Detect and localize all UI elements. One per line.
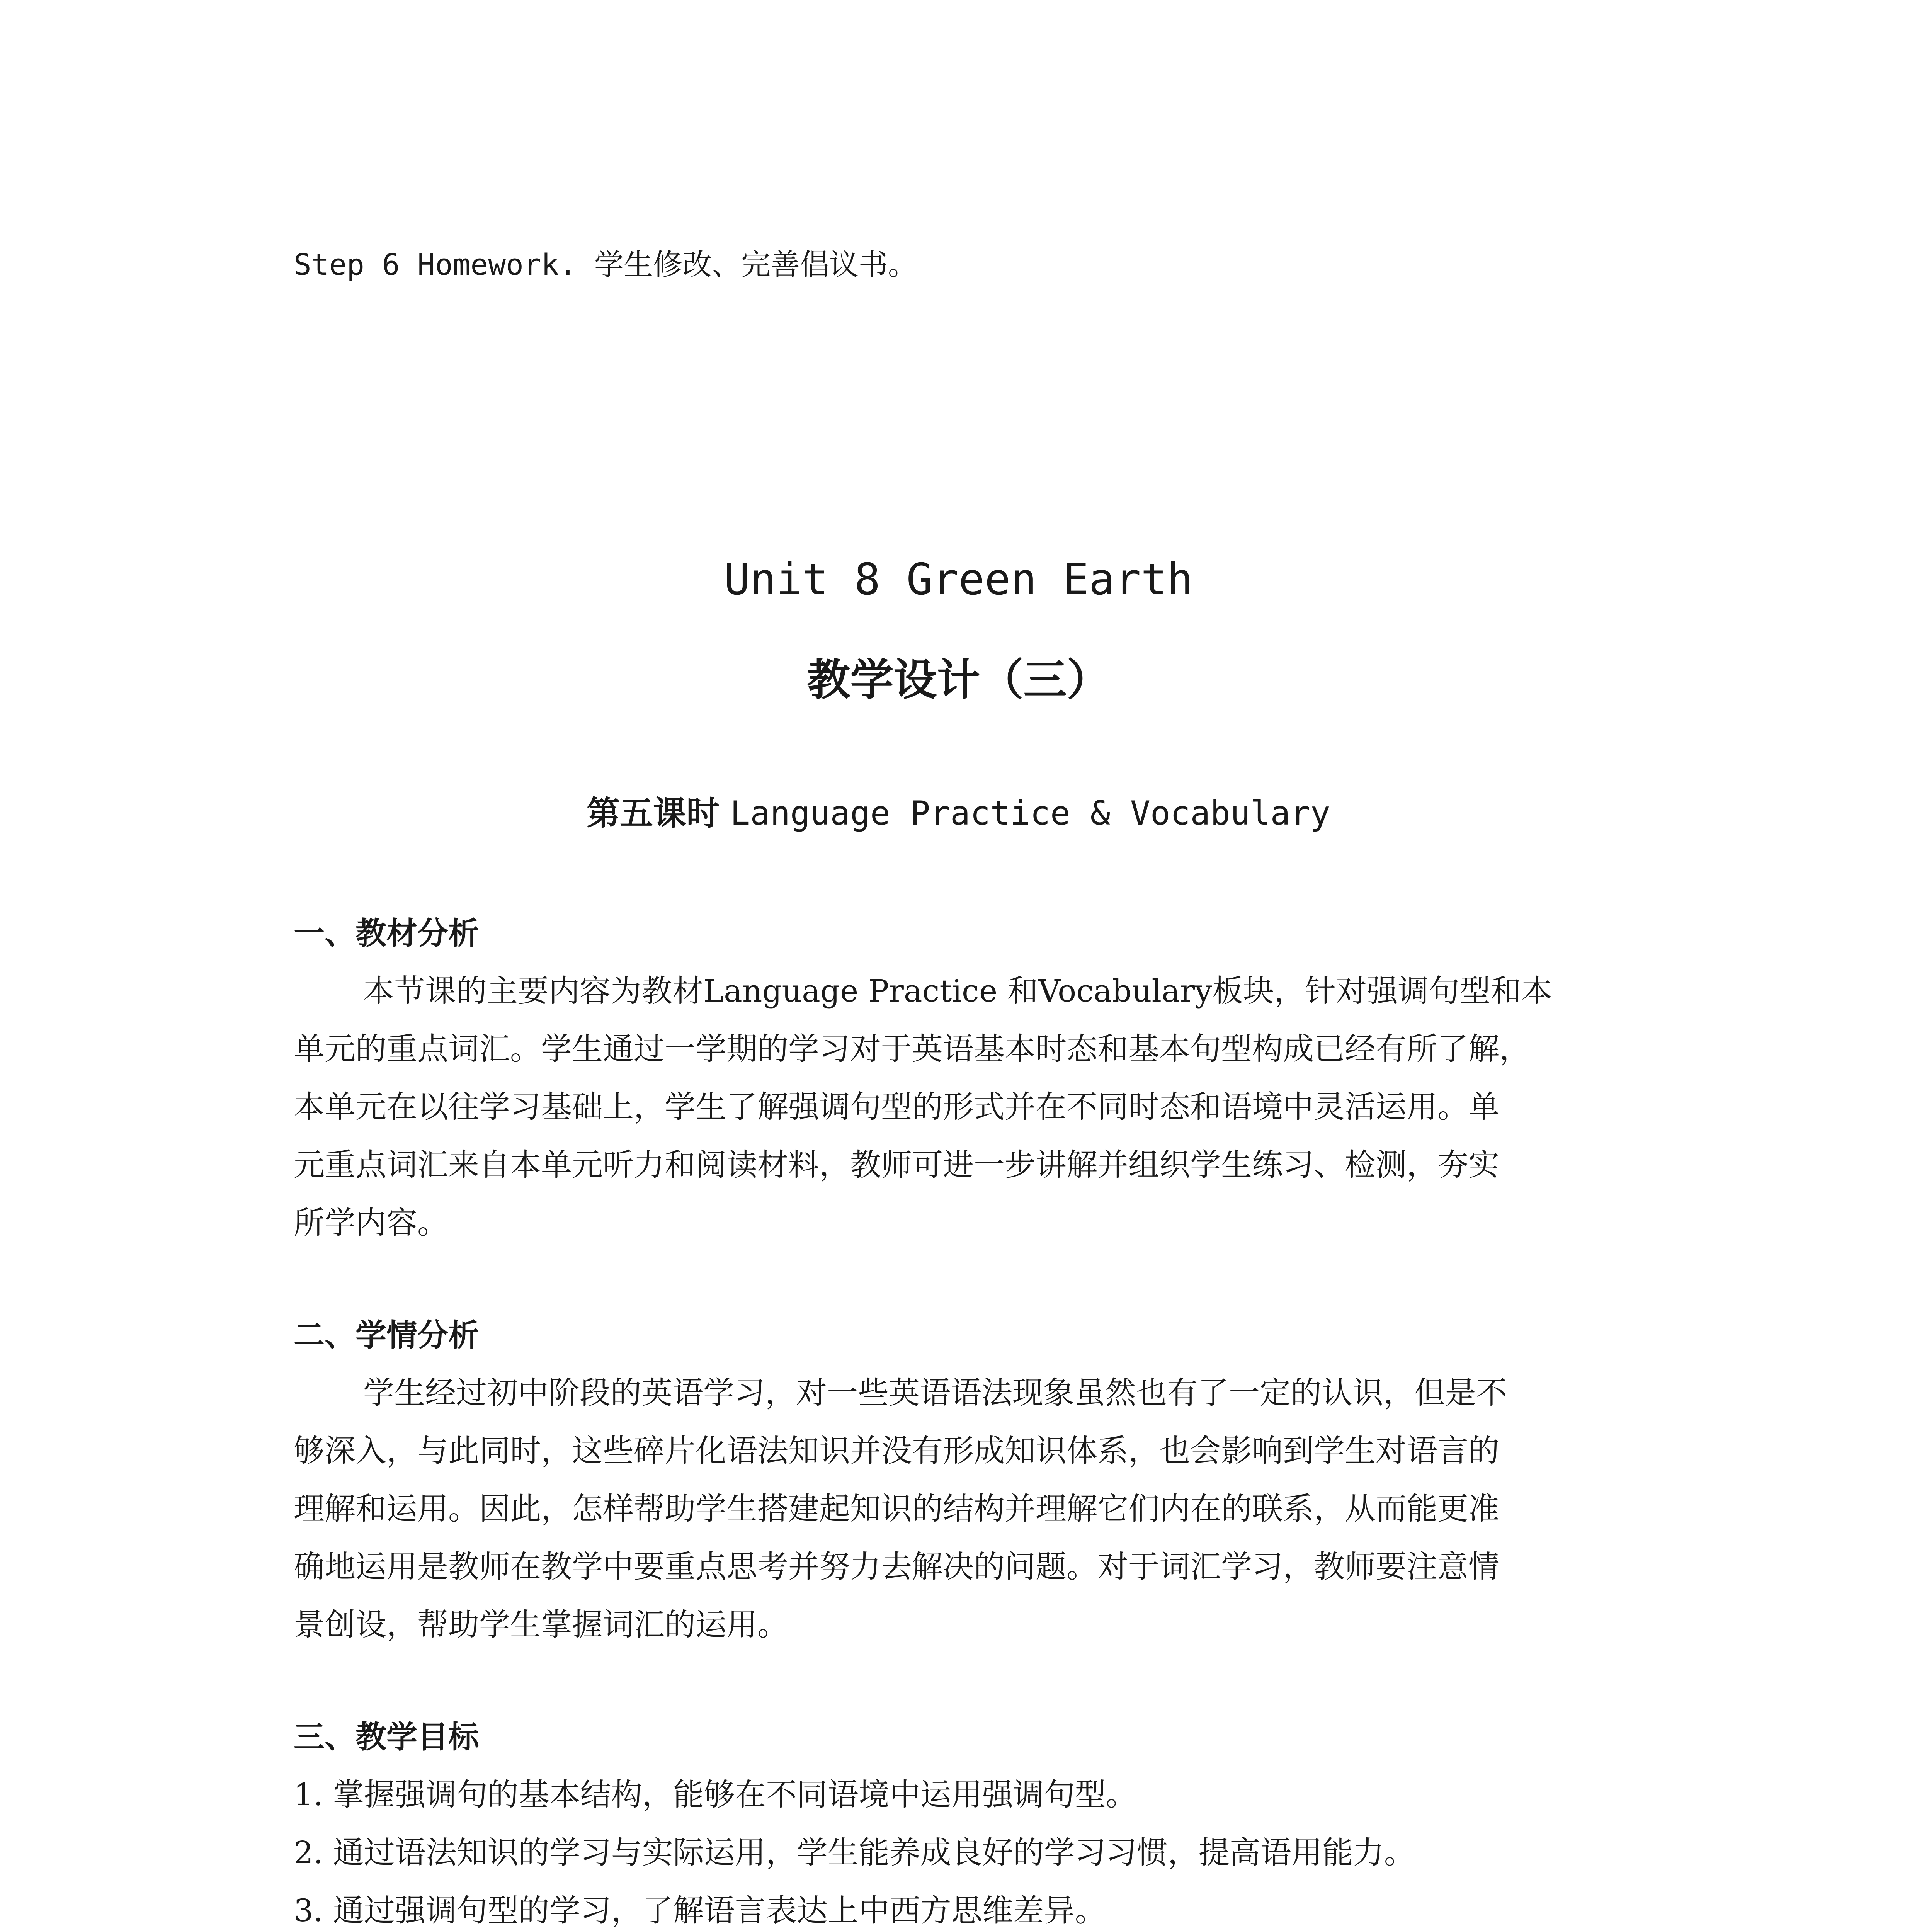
objective-item: 3. 通过强调句型的学习，了解语言表达上中西方思维差异。	[294, 1893, 1106, 1929]
homework-step: Step 6 Homework. 学生修改、完善倡议书。	[294, 247, 917, 282]
paragraph-line: 元重点词汇来自本单元听力和阅读材料，教师可进一步讲解并组织学生练习、检测，夯实	[294, 1147, 1499, 1183]
paragraph-line: 单元的重点词汇。学生通过一学期的学习对于英语基本时态和基本句型构成已经有所了解，	[294, 1031, 1530, 1067]
section-heading-teaching-objectives: 三、教学目标	[294, 1719, 479, 1755]
section-heading-learner-analysis: 二、学情分析	[294, 1317, 479, 1353]
paragraph-line: 本单元在以往学习基础上，学生了解强调句型的形式并在不同时态和语境中灵活运用。单	[294, 1089, 1499, 1125]
section-heading-textbook-analysis: 一、教材分析	[294, 915, 479, 951]
design-title: 教学设计（三）	[807, 655, 1110, 705]
unit-title: Unit 8 Green Earth	[724, 554, 1193, 605]
paragraph-line: 学生经过初中阶段的英语学习，对一些英语语法现象虽然也有了一定的认识，但是不	[363, 1375, 1507, 1411]
paragraph-line: 理解和运用。因此，怎样帮助学生搭建起知识的结构并理解它们内在的联系，从而能更准	[294, 1491, 1499, 1527]
paragraph-line: 所学内容。	[294, 1205, 448, 1241]
lesson-title-en: Language Practice & Vocabulary	[730, 794, 1330, 833]
paragraph-line: 够深入，与此同时，这些碎片化语法知识并没有形成知识体系，也会影响到学生对语言的	[294, 1433, 1499, 1469]
lesson-title	[0, 784, 1917, 842]
objective-item: 1. 掌握强调句的基本结构，能够在不同语境中运用强调句型。	[294, 1777, 1137, 1813]
paragraph-line: 本节课的主要内容为教材Language Practice 和Vocabulary板块，针对强调句型和本	[363, 973, 1553, 1009]
objective-item: 2. 通过语法知识的学习与实际运用，学生能养成良好的学习习惯，提高语用能力。	[294, 1835, 1415, 1871]
paragraph-line: 景创设，帮助学生掌握词汇的运用。	[294, 1607, 788, 1643]
paragraph-line: 确地运用是教师在教学中要重点思考并努力去解决的问题。对于词汇学习，教师要注意情	[294, 1549, 1499, 1585]
lesson-title-cn: 第五课时	[587, 794, 720, 833]
